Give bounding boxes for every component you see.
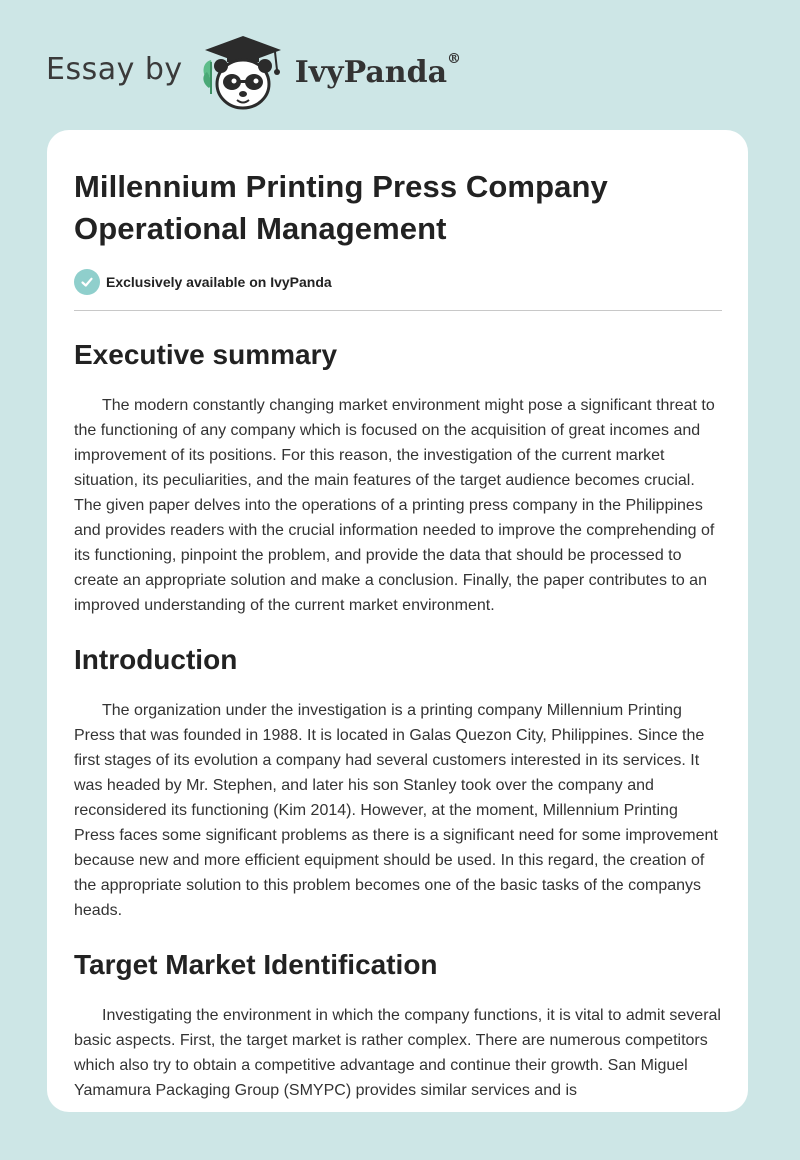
section-body-executive-summary: The modern constantly changing market environment might pose a significant threat to the functioning of any company which is focused on the acquisition of great incomes and improvement of its positions. For this reason, the investigation of the current market situation, its peculiarities, and the main features of the target audience becomes crucial. The given paper delves into the operations of a printing press company in the Philippines and provides readers with the crucial information needed to improve the comprehending of its functioning, pinpoint the problem, and provide the data that should be processed to create an appropriate solution and make a conclusion. Finally, the paper contributes to an improved understanding of the current market environment. <box>74 397 715 614</box>
brand-header[interactable] <box>46 32 461 112</box>
section-heading-introduction: Introduction <box>74 644 238 675</box>
section-body-introduction: The organization under the investigation is a printing company Millennium Printing Press that was founded in 1988. It is located in Galas Quezon City, Philippines. Since the first stages of its evolution a company had several customers interested in its services. It was headed by Mr. Stephen, and later his son Stanley took over the company and reconsidered its functioning (Kim 2014). However, at the moment, Millennium Printing Press faces some significant problems as there is a significant need for some improvement because new and more efficient equipment should be used. In this regard, the creation of the appropriate solution to this problem becomes one of the basic tasks of the companys heads. <box>74 702 718 919</box>
article-title: Millennium Printing Press Company Operational Management <box>74 169 608 246</box>
brand-name: IvyPanda® <box>294 50 462 90</box>
article-content <box>74 166 722 1103</box>
exclusive-label: Exclusively available on IvyPanda <box>106 274 332 290</box>
article-card <box>47 130 748 1112</box>
panda-graduate-icon <box>197 32 289 112</box>
section-heading-executive-summary: Executive summary <box>74 339 338 370</box>
divider <box>74 310 722 311</box>
section-heading-target-market: Target Market Identification <box>74 949 438 980</box>
registered-mark: ® <box>447 50 462 67</box>
check-circle-icon <box>74 269 100 295</box>
section-body-target-market: Investigating the environment in which the company functions, it is vital to admit several basic aspects. First, the target market is rather complex. There are numerous competitors which also try to obtain a competitive advantage and continue their growth. San Miguel Yamamura Packaging Group (SMYPC) provides similar services and is <box>74 1007 721 1099</box>
brand-prefix: Essay by <box>46 51 183 87</box>
exclusive-badge <box>74 268 722 296</box>
